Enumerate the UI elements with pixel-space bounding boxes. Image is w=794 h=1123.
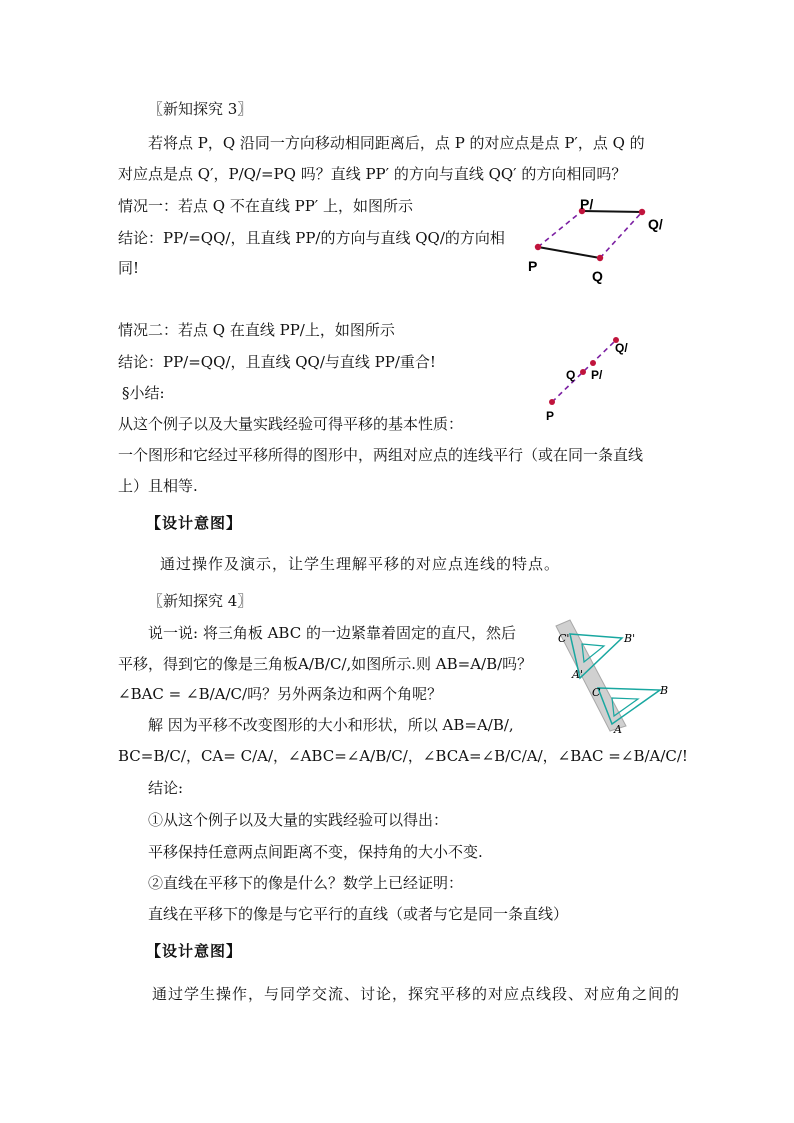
section4-heading: 〖新知探究 4〗 bbox=[148, 592, 253, 610]
case1-text: 情况一：若点 Q 不在直线 PP′ 上，如图所示 bbox=[118, 197, 413, 215]
figure-triangle-ruler bbox=[552, 618, 682, 736]
label-b: B bbox=[660, 684, 669, 697]
point-q-prime bbox=[639, 209, 645, 215]
label-p: P bbox=[546, 409, 555, 423]
point-p bbox=[549, 399, 555, 405]
design-intent-title: 【设计意图】 bbox=[146, 514, 243, 532]
label-b-prime: B' bbox=[624, 632, 636, 645]
conclusion-text: ②直线在平移下的像是什么？数学上已经证明： bbox=[148, 874, 464, 892]
segment-pq bbox=[538, 247, 600, 258]
section3-text: 若将点 P，Q 沿同一方向移动相同距离后，点 P 的对应点是点 P′，点 Q 的 bbox=[148, 134, 645, 152]
point-p bbox=[535, 244, 541, 250]
section4-text: 平移，得到它的像是三角板A/B/C/,如图所示.则 AB=A/B/吗？ bbox=[118, 655, 533, 673]
solution-text: BC=B/C/，CA= C/A/，∠ABC=∠A/B/C/，∠BCA=∠B/C/A/，∠BAC =∠B/A/C/! bbox=[118, 747, 688, 765]
summary-text: 一个图形和它经过平移所得的图形中，两组对应点的连线平行（或在同一条直线 bbox=[118, 446, 644, 464]
label-q-prime: Q/ bbox=[648, 216, 663, 232]
label-p-prime: P/ bbox=[591, 368, 603, 382]
solution-text: 解 因为平移不改变图形的大小和形状，所以 AB=A/B/, bbox=[148, 716, 514, 734]
conclusion-text: 直线在平移下的像是与它平行的直线（或者与它是同一条直线） bbox=[148, 905, 569, 923]
section3-heading: 〖新知探究 3〗 bbox=[148, 100, 253, 118]
section3-text: 对应点是点 Q′，P/Q/=PQ 吗？直线 PP′ 的方向与直线 QQ′ 的方向相同吗？ bbox=[118, 165, 627, 183]
label-c: C bbox=[592, 686, 601, 699]
label-a: A bbox=[614, 723, 622, 736]
case2-text: 情况二：若点 Q 在直线 PP/上，如图所示 bbox=[118, 321, 395, 339]
design-intent-title: 【设计意图】 bbox=[146, 942, 243, 960]
conclusion1-text: 同! bbox=[118, 259, 140, 277]
conclusion-text: 平移保持任意两点间距离不变，保持角的大小不变. bbox=[148, 843, 483, 861]
design-intent-text: 通过操作及演示，让学生理解平移的对应点连线的特点。 bbox=[160, 555, 561, 573]
dashed-qq-prime bbox=[600, 212, 642, 258]
label-p: P bbox=[528, 258, 538, 274]
label-q: Q bbox=[566, 368, 576, 382]
dashed-pp-prime bbox=[538, 211, 582, 247]
summary-text: 从这个例子以及大量实践经验可得平移的基本性质： bbox=[118, 415, 464, 433]
conclusion1-text: 结论：PP/=QQ/，且直线 PP/的方向与直线 QQ/的方向相 bbox=[118, 229, 505, 247]
point-p-prime bbox=[590, 360, 596, 366]
figure-collinear bbox=[538, 332, 638, 427]
design-intent-text: 通过学生操作，与同学交流、讨论，探究平移的对应点线段、对应角之间的 bbox=[152, 985, 681, 1003]
conclusion-text: ①从这个例子以及大量的实践经验可以得出： bbox=[148, 811, 449, 829]
section4-text: 说一说: 将三角板 ABC 的一边紧靠着固定的直尺，然后 bbox=[148, 624, 516, 642]
figure-parallelogram bbox=[520, 195, 680, 290]
point-q bbox=[580, 369, 586, 375]
label-c-prime: C' bbox=[558, 632, 570, 645]
label-a-prime: A' bbox=[572, 668, 583, 681]
summary-title: §小结: bbox=[122, 384, 165, 402]
conclusion-title: 结论: bbox=[148, 779, 184, 797]
label-p-prime: P/ bbox=[580, 196, 594, 212]
summary-text: 上）且相等. bbox=[118, 477, 198, 495]
label-q: Q bbox=[592, 268, 603, 284]
point-q bbox=[597, 255, 603, 261]
label-q-prime: Q/ bbox=[615, 341, 628, 355]
conclusion2-text: 结论：PP/=QQ/，且直线 QQ/与直线 PP/重合! bbox=[118, 353, 436, 371]
section4-text: ∠BAC = ∠B/A/C/吗？另外两条边和两个角呢？ bbox=[118, 685, 443, 703]
